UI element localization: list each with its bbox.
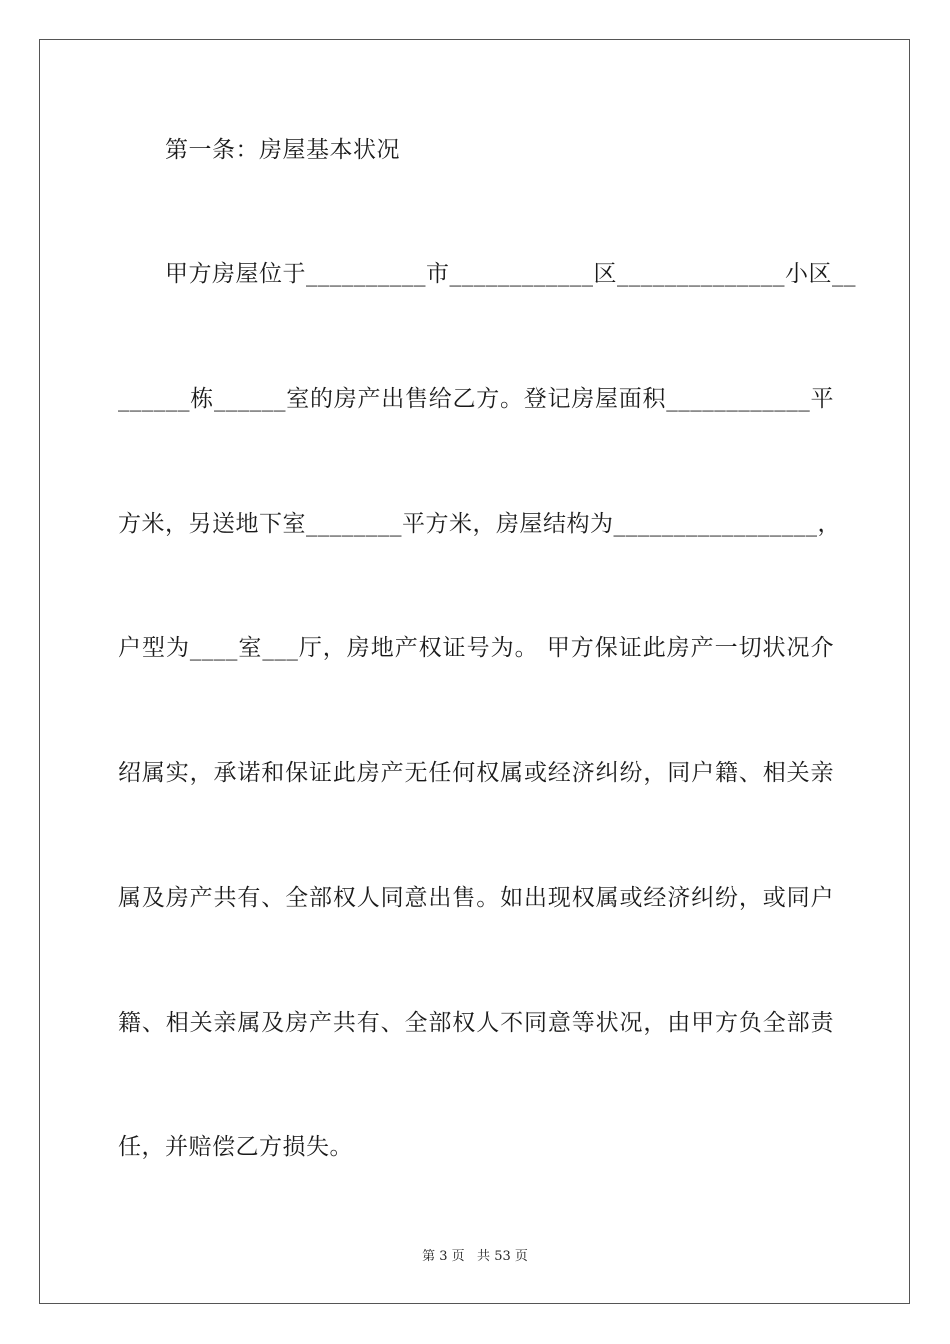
page-border — [39, 39, 910, 1304]
paragraph-line-1: 甲方房屋位于__________市____________区______________小区__ — [165, 261, 856, 287]
paragraph-line-6: 属及房产共有、全部权人同意出售。如出现权属或经济纠纷，或同户 — [118, 885, 834, 911]
page-number-footer: 第 3 页 共 53 页 — [422, 1249, 528, 1264]
paragraph-line-8: 任，并赔偿乙方损失。 — [118, 1134, 353, 1160]
paragraph-line-3: 方米，另送地下室________平方米，房屋结构为_________________， — [118, 511, 841, 537]
paragraph-line-5: 绍属实，承诺和保证此房产无任何权属或经济纠纷，同户籍、相关亲 — [118, 760, 834, 786]
paragraph-line-7: 籍、相关亲属及房产共有、全部权人不同意等状况，由甲方负全部责 — [118, 1010, 834, 1036]
paragraph-line-2: ______栋______室的房产出售给乙方。登记房屋面积____________平 — [118, 386, 834, 412]
section-heading: 第一条：房屋基本状况 — [165, 137, 400, 163]
paragraph-line-4: 户型为____室___厅，房地产权证号为。 甲方保证此房产一切状况介 — [118, 635, 834, 661]
